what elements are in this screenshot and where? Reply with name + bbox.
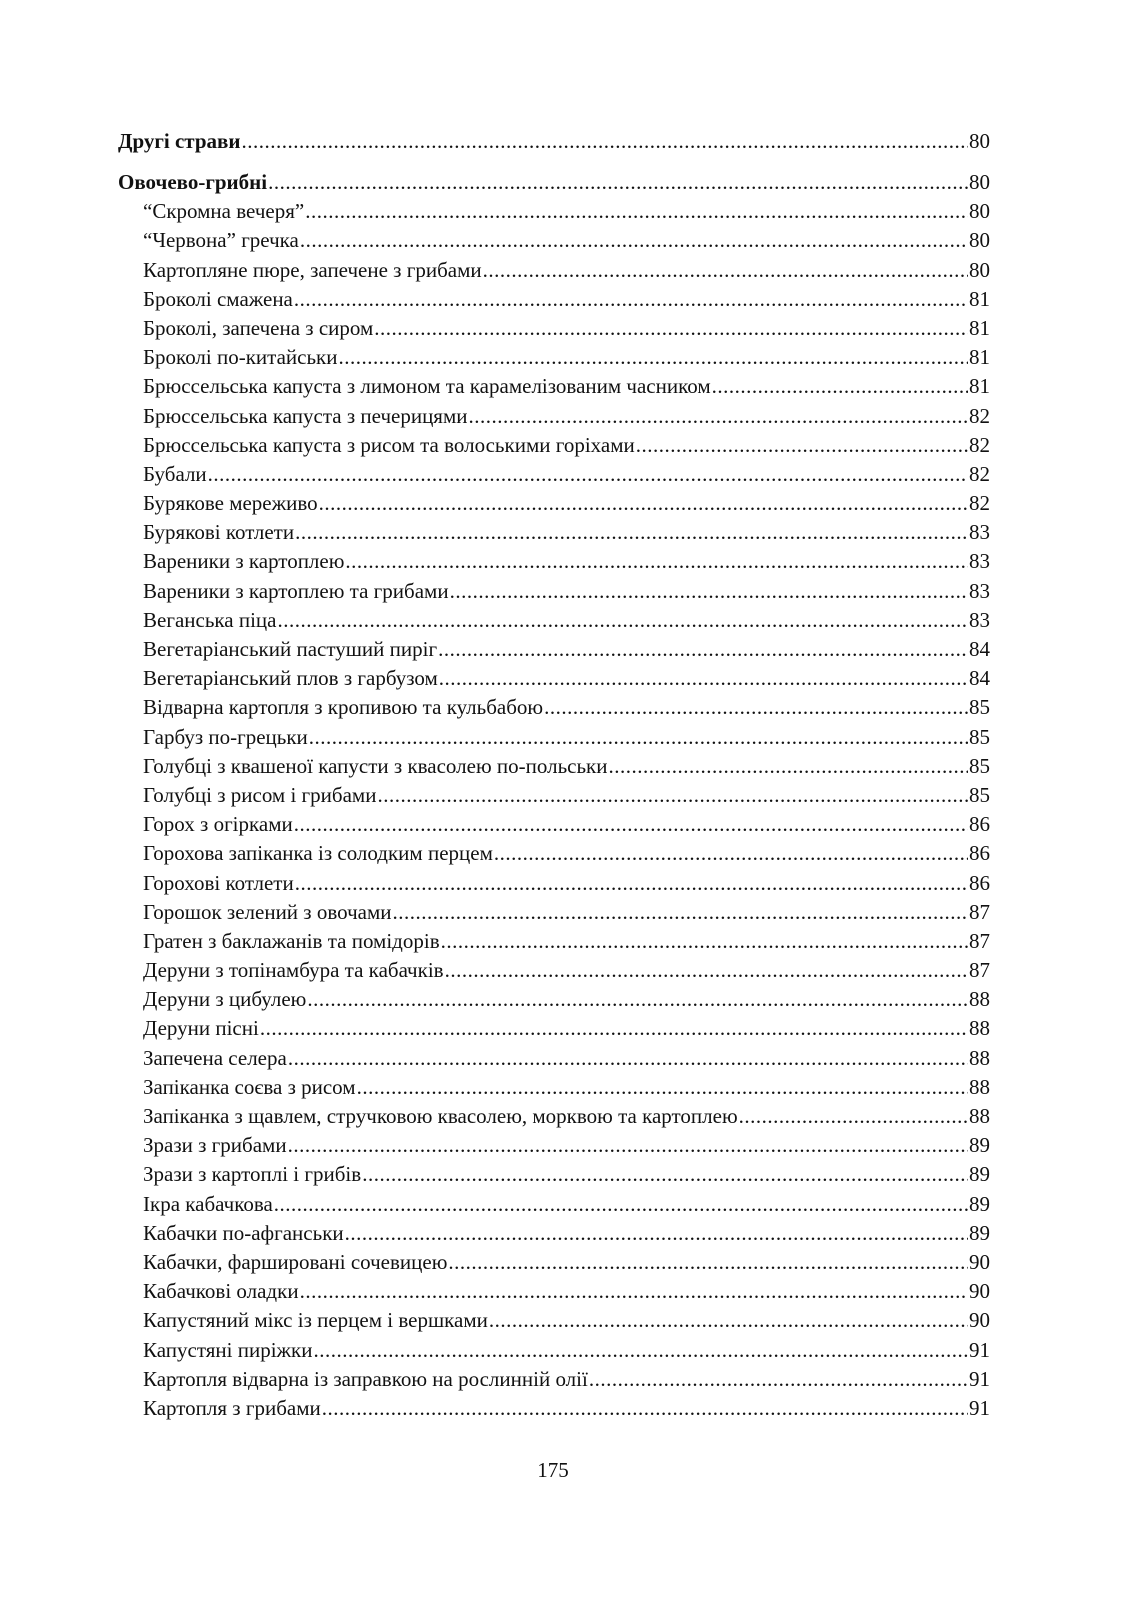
entry-title: Ікра кабачкова (143, 1191, 273, 1216)
entry-page-number: 89 (969, 1220, 990, 1245)
entry-page-number: 83 (969, 578, 990, 603)
entry-title: Вареники з картоплею (143, 549, 345, 574)
entry-title: Картопляне пюре, запечене з грибами (143, 257, 482, 282)
page-number: 175 (537, 1458, 569, 1482)
entry-title: Горохова запіканка із солодким перцем (143, 841, 493, 866)
entry-title: Веганська піца (143, 607, 277, 632)
entry-title: Гратен з баклажанів та помідорів (143, 928, 440, 953)
toc-entry (118, 489, 990, 518)
entry-page-number: 81 (969, 286, 990, 311)
entry-page-number: 85 (969, 782, 990, 807)
toc-entry (118, 898, 990, 927)
entry-title: Картопля з грибами (143, 1395, 321, 1420)
entry-title: Деруни пісні (143, 1016, 259, 1041)
toc-entry (118, 343, 990, 372)
entry-page-number: 85 (969, 724, 990, 749)
toc-entry (118, 1336, 990, 1365)
dot-leader (295, 869, 968, 898)
entry-page-number: 87 (969, 928, 990, 953)
toc-entry (118, 1365, 990, 1394)
entry-page-number: 87 (969, 899, 990, 924)
entry-page-number: 91 (969, 1366, 990, 1391)
entry-title: “Червона” гречка (143, 228, 299, 253)
entry-title: Капустяні пиріжки (143, 1337, 313, 1362)
dot-leader (241, 127, 968, 156)
entry-title: Кабачкові оладки (143, 1279, 299, 1304)
entry-page-number: 91 (969, 1395, 990, 1420)
dot-leader (362, 1160, 968, 1189)
entry-title: Брюссельська капуста з рисом та волоськими горіхами (143, 432, 635, 457)
toc-entry (118, 664, 990, 693)
toc-entry (118, 1073, 990, 1102)
entry-title: Запіканка з щавлем, стручковою квасолею, морквою та картоплею (143, 1104, 738, 1128)
entry-page-number: 89 (969, 1133, 990, 1158)
toc-section-heading (118, 127, 990, 168)
entry-title: Вегетаріанський плов з гарбузом (143, 666, 438, 691)
toc-entry (118, 1219, 990, 1248)
toc-entry (118, 985, 990, 1014)
entry-title: Горохові котлети (143, 870, 294, 895)
entry-title: Вареники з картоплею та грибами (143, 578, 449, 603)
entry-title: “Скромна вечеря” (143, 199, 305, 224)
dot-leader (589, 1365, 968, 1394)
dot-leader (305, 197, 968, 226)
toc-entry (118, 752, 990, 781)
dot-leader (307, 985, 968, 1014)
entry-page-number: 80 (969, 228, 990, 253)
entry-page-number: 90 (969, 1279, 990, 1304)
toc-entry (118, 1190, 990, 1219)
entry-title: Горошок зелений з овочами (143, 899, 392, 924)
entry-title: Овочево-грибні (118, 170, 268, 194)
toc-entry (118, 723, 990, 752)
toc-entry (118, 1248, 990, 1277)
toc-entry (118, 1160, 990, 1189)
entry-title: Запіканка соєва з рисом (143, 1074, 356, 1099)
dot-leader (278, 606, 969, 635)
dot-leader (345, 1219, 968, 1248)
toc-entry (118, 1277, 990, 1306)
dot-leader (295, 518, 968, 547)
entry-page-number: 88 (969, 1104, 990, 1128)
dot-leader (300, 226, 968, 255)
dot-leader (374, 314, 968, 343)
entry-page-number: 86 (969, 812, 990, 837)
entry-title: Другі страви (118, 129, 241, 153)
entry-page-number: 80 (969, 199, 990, 224)
toc-entry (118, 839, 990, 868)
dot-leader (268, 168, 968, 197)
entry-title: Деруни з топінамбура та кабачків (143, 958, 444, 983)
entry-page-number: 89 (969, 1191, 990, 1216)
toc-entry (118, 1044, 990, 1073)
entry-title: Голубці з рисом і грибами (143, 782, 377, 807)
entry-page-number: 86 (969, 870, 990, 895)
toc-entry (118, 606, 990, 635)
entry-title: Зрази з картоплі і грибів (143, 1162, 362, 1187)
entry-page-number: 81 (969, 345, 990, 370)
entry-title: Брюссельська капуста з лимоном та карамелізованим часником (143, 374, 711, 399)
toc-entry (118, 781, 990, 810)
dot-leader (294, 285, 968, 314)
toc-entry (118, 256, 990, 285)
entry-title: Броколі, запечена з сиром (143, 315, 374, 340)
entry-page-number: 83 (969, 607, 990, 632)
toc-entry (118, 285, 990, 314)
dot-leader (339, 343, 969, 372)
toc-entry (118, 693, 990, 722)
entry-title: Картопля відварна із заправкою на рослинній олії (143, 1366, 588, 1391)
toc-entry (118, 635, 990, 664)
dot-leader (544, 693, 968, 722)
toc-entry (118, 1131, 990, 1160)
dot-leader (274, 1190, 968, 1219)
entry-page-number: 81 (969, 315, 990, 340)
dot-leader (438, 635, 968, 664)
dot-leader (288, 1131, 968, 1160)
dot-leader (608, 752, 968, 781)
dot-leader (494, 839, 968, 868)
entry-page-number: 87 (969, 958, 990, 983)
toc-entry (118, 1102, 990, 1131)
dot-leader (208, 460, 968, 489)
toc-entry (118, 1306, 990, 1335)
toc-entry (118, 226, 990, 255)
toc-entry (118, 547, 990, 576)
toc-entry (118, 810, 990, 839)
dot-leader (739, 1102, 968, 1131)
toc-entry (118, 1394, 990, 1423)
entry-page-number: 91 (969, 1337, 990, 1362)
entry-page-number: 88 (969, 1016, 990, 1041)
toc-entry (118, 460, 990, 489)
entry-title: Броколі по-китайськи (143, 345, 338, 370)
entry-page-number: 89 (969, 1162, 990, 1187)
toc-entry (118, 956, 990, 985)
toc-entry (118, 431, 990, 460)
entry-title: Запечена селера (143, 1045, 287, 1070)
toc-entry (118, 869, 990, 898)
dot-leader (300, 1277, 968, 1306)
entry-page-number: 82 (969, 403, 990, 428)
entry-page-number: 90 (969, 1308, 990, 1333)
entry-page-number: 82 (969, 461, 990, 486)
dot-leader (377, 781, 968, 810)
toc-entry (118, 197, 990, 226)
toc-entry (118, 927, 990, 956)
toc-entry (118, 314, 990, 343)
entry-page-number: 80 (969, 129, 990, 153)
entry-title: Відварна картопля з кропивою та кульбабою (143, 695, 544, 720)
entry-page-number: 83 (969, 549, 990, 574)
entry-page-number: 90 (969, 1249, 990, 1274)
entry-title: Гарбуз по-грецьки (143, 724, 308, 749)
entry-page-number: 80 (969, 257, 990, 282)
dot-leader (392, 898, 968, 927)
dot-leader (439, 664, 968, 693)
entry-page-number: 80 (969, 170, 990, 194)
entry-title: Вегетаріанський пастуший пиріг (143, 637, 438, 661)
toc-section-heading (118, 168, 990, 197)
toc-entry (118, 518, 990, 547)
dot-leader (357, 1073, 968, 1102)
entry-title: Брюссельська капуста з печерицями (143, 403, 468, 428)
dot-leader (448, 1248, 968, 1277)
dot-leader (319, 489, 968, 518)
dot-leader (322, 1394, 968, 1423)
entry-title: Голубці з квашеної капусти з квасолею по-польськи (143, 753, 608, 778)
toc-entry (118, 1014, 990, 1043)
dot-leader (489, 1306, 968, 1335)
dot-leader (450, 577, 968, 606)
entry-page-number: 85 (969, 753, 990, 778)
dot-leader (309, 723, 968, 752)
entry-title: Зрази з грибами (143, 1133, 287, 1158)
entry-page-number: 84 (969, 637, 990, 661)
entry-page-number: 84 (969, 666, 990, 691)
entry-title: Кабачки, фаршировані сочевицею (143, 1249, 448, 1274)
entry-title: Бурякове мереживо (143, 491, 318, 516)
entry-page-number: 88 (969, 987, 990, 1012)
entry-title: Бурякові котлети (143, 520, 295, 545)
toc-entry (118, 577, 990, 606)
entry-title: Деруни з цибулею (143, 987, 307, 1012)
entry-page-number: 83 (969, 520, 990, 545)
table-of-contents (118, 127, 990, 1423)
entry-page-number: 81 (969, 374, 990, 399)
dot-leader (469, 402, 969, 431)
dot-leader (260, 1014, 968, 1043)
entry-page-number: 88 (969, 1045, 990, 1070)
entry-page-number: 86 (969, 841, 990, 866)
entry-page-number: 82 (969, 491, 990, 516)
dot-leader (445, 956, 968, 985)
toc-entry (118, 402, 990, 431)
dot-leader (313, 1336, 968, 1365)
dot-leader (441, 927, 968, 956)
dot-leader (636, 431, 968, 460)
dot-leader (712, 372, 968, 401)
entry-title: Горох з огірками (143, 812, 293, 837)
entry-title: Капустяний мікс із перцем і вершками (143, 1308, 488, 1333)
entry-page-number: 88 (969, 1074, 990, 1099)
toc-entry (118, 372, 990, 401)
dot-leader (345, 547, 968, 576)
entry-title: Кабачки по-афганськи (143, 1220, 344, 1245)
entry-title: Броколі смажена (143, 286, 293, 311)
dot-leader (294, 810, 968, 839)
entry-title: Бубали (143, 461, 207, 486)
dot-leader (483, 256, 968, 285)
entry-page-number: 82 (969, 432, 990, 457)
entry-page-number: 85 (969, 695, 990, 720)
dot-leader (288, 1044, 968, 1073)
